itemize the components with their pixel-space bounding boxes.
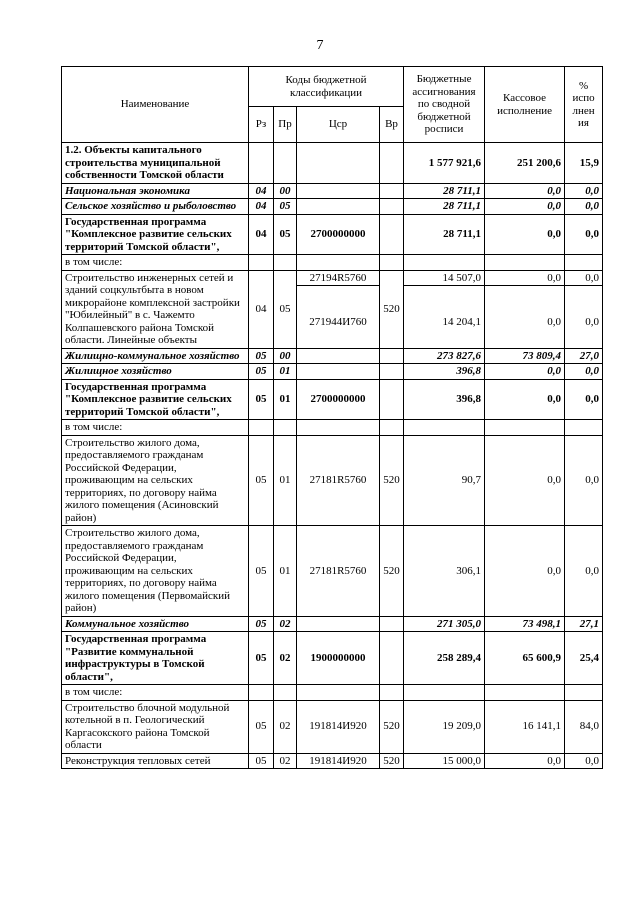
table-row — [62, 616, 603, 632]
row-budget: 258 289,4 — [404, 632, 485, 685]
row-vr — [380, 143, 404, 184]
row-name: Строительство жилого дома, предоставляемого гражданам Российской Федерации, проживающим на сельских территориях, по договору найма жилого помещения (Асиновский район) — [62, 435, 249, 526]
row-name: в том числе: — [62, 420, 249, 436]
table-row — [62, 685, 603, 701]
row-csr — [297, 199, 380, 215]
table-row — [62, 183, 603, 199]
row-pr: 05 — [274, 199, 297, 215]
table-row — [62, 700, 603, 753]
row-name: Жилищное хозяйство — [62, 364, 249, 380]
row-cash: 0,0 — [485, 379, 565, 420]
row-pct: 0,0 — [565, 214, 603, 255]
header-vr: Вр — [380, 107, 404, 143]
row-name: Национальная экономика — [62, 183, 249, 199]
row-rz: 05 — [249, 700, 274, 753]
row-pct: 84,0 — [565, 700, 603, 753]
row-vr — [380, 214, 404, 255]
row-pr: 02 — [274, 632, 297, 685]
row-cash: 73 498,1 — [485, 616, 565, 632]
row-name: Коммунальное хозяйство — [62, 616, 249, 632]
row-pct: 27,1 — [565, 616, 603, 632]
row-vr: 520 — [380, 435, 404, 526]
row-budget: 271 305,0 — [404, 616, 485, 632]
row-csr: 2700000000 — [297, 379, 380, 420]
row-rz: 05 — [249, 435, 274, 526]
row-pr: 00 — [274, 183, 297, 199]
row-csr: 27181R5760 — [297, 435, 380, 526]
row-csr — [297, 183, 380, 199]
row-budget: 396,8 — [404, 364, 485, 380]
table-row — [62, 348, 603, 364]
row-pct: 0,0 — [565, 199, 603, 215]
row-pr: 01 — [274, 379, 297, 420]
row-csr — [297, 616, 380, 632]
table-row — [62, 526, 603, 617]
row-csr: 27194R5760 — [297, 271, 379, 287]
row-vr — [380, 183, 404, 199]
row-name: Строительство блочной модульной котельной в п. Геологический Каргасокского района Томской области — [62, 700, 249, 753]
table-row — [62, 364, 603, 380]
table-row — [62, 255, 603, 271]
row-cash: 0,0 — [485, 364, 565, 380]
row-csr: 271944И760 — [309, 316, 367, 328]
row-rz: 05 — [249, 526, 274, 617]
row-vr — [380, 199, 404, 215]
row-budget: 1 577 921,6 — [404, 143, 485, 184]
row-rz: 04 — [249, 183, 274, 199]
row-budget: 90,7 — [404, 435, 485, 526]
table-row — [62, 199, 603, 215]
row-rz: 05 — [249, 632, 274, 685]
row-name: Строительство жилого дома, предоставляемого гражданам Российской Федерации, проживающим на сельских территориях, по договору найма жилого помещения (Первомайский район) — [62, 526, 249, 617]
row-rz: 05 — [249, 348, 274, 364]
row-vr — [380, 348, 404, 364]
row-cash: 65 600,9 — [485, 632, 565, 685]
row-cash: 0,0 — [547, 316, 562, 328]
budget-table — [61, 66, 603, 769]
row-cash: 0,0 — [485, 435, 565, 526]
row-budget: 396,8 — [404, 379, 485, 420]
row-pr: 05 — [274, 214, 297, 255]
row-csr: 191814И920 — [297, 700, 380, 753]
header-pct: % испо лнен ия — [565, 67, 603, 143]
row-name: Сельское хозяйство и рыболовство — [62, 199, 249, 215]
table-row — [62, 632, 603, 685]
header-pr: Пр — [274, 107, 297, 143]
row-name: Государственная программа "Развитие коммунальной инфраструктуры в Томской области", — [62, 632, 249, 685]
row-pct: 0,0 — [565, 379, 603, 420]
table-row — [62, 753, 603, 769]
row-csr: 2700000000 — [297, 214, 380, 255]
row-vr — [380, 364, 404, 380]
row-name: 1.2. Объекты капитального строительства муниципальной собственности Томской области — [62, 143, 249, 184]
row-rz — [249, 143, 274, 184]
row-rz: 04 — [249, 270, 274, 348]
row-pct: 0,0 — [565, 183, 603, 199]
row-vr — [380, 632, 404, 685]
row-csr — [297, 143, 380, 184]
row-name: в том числе: — [62, 685, 249, 701]
row-name: Строительство инженерных сетей и зданий соцкультбыта в новом микрорайоне комплексной застройки "Юбилейный" в с. Чажемто Колпашевского района Томской области. Линейные объекты — [62, 270, 249, 348]
header-csr: Цср — [297, 107, 380, 143]
row-rz: 05 — [249, 379, 274, 420]
row-vr: 520 — [380, 270, 404, 348]
row-name: Государственная программа "Комплексное развитие сельских территорий Томской области", — [62, 214, 249, 255]
row-pr — [274, 143, 297, 184]
row-pr: 05 — [274, 270, 297, 348]
row-vr — [380, 379, 404, 420]
row-cash: 73 809,4 — [485, 348, 565, 364]
row-pr: 01 — [274, 435, 297, 526]
row-csr — [297, 348, 380, 364]
row-pr: 02 — [274, 616, 297, 632]
row-cash: 0,0 — [485, 183, 565, 199]
table-row — [62, 270, 603, 348]
row-cash: 0,0 — [485, 214, 565, 255]
table-row — [62, 435, 603, 526]
row-name: в том числе: — [62, 255, 249, 271]
row-rz: 04 — [249, 199, 274, 215]
row-budget: 14 507,0 — [404, 271, 484, 287]
row-csr: 191814И920 — [297, 753, 380, 769]
header-budget: Бюджетные ассигнования по сводной бюджетной росписи — [404, 67, 485, 143]
row-cash: 0,0 — [485, 753, 565, 769]
row-vr: 520 — [380, 526, 404, 617]
header-cash: Кассовое исполнение — [485, 67, 565, 143]
row-budget: 19 209,0 — [404, 700, 485, 753]
row-budget: 28 711,1 — [404, 214, 485, 255]
row-cash: 16 141,1 — [485, 700, 565, 753]
row-rz: 05 — [249, 364, 274, 380]
row-vr: 520 — [380, 753, 404, 769]
row-pct: 0,0 — [585, 316, 600, 328]
row-cash: 0,0 — [485, 271, 564, 287]
row-budget: 28 711,1 — [404, 199, 485, 215]
row-pct: 25,4 — [565, 632, 603, 685]
row-pct: 0,0 — [565, 526, 603, 617]
row-budget: 306,1 — [404, 526, 485, 617]
row-rz: 05 — [249, 616, 274, 632]
row-pct: 15,9 — [565, 143, 603, 184]
row-rz: 04 — [249, 214, 274, 255]
row-pct: 0,0 — [565, 271, 602, 287]
row-csr: 27181R5760 — [297, 526, 380, 617]
row-budget: 28 711,1 — [404, 183, 485, 199]
header-rz: Рз — [249, 107, 274, 143]
row-pr: 01 — [274, 526, 297, 617]
row-vr: 520 — [380, 700, 404, 753]
row-cash: 251 200,6 — [485, 143, 565, 184]
row-pct: 27,0 — [565, 348, 603, 364]
row-name: Государственная программа "Комплексное развитие сельских территорий Томской области", — [62, 379, 249, 420]
row-budget: 14 204,1 — [442, 316, 482, 328]
row-pr: 00 — [274, 348, 297, 364]
row-pr: 02 — [274, 753, 297, 769]
table-row — [62, 379, 603, 420]
row-rz: 05 — [249, 753, 274, 769]
row-csr: 1900000000 — [297, 632, 380, 685]
table-row — [62, 420, 603, 436]
header-codes: Коды бюджетной классификации — [249, 67, 404, 107]
row-csr — [297, 364, 380, 380]
row-budget: 273 827,6 — [404, 348, 485, 364]
row-budget: 15 000,0 — [404, 753, 485, 769]
row-cash: 0,0 — [485, 199, 565, 215]
row-name: Реконструкция тепловых сетей — [62, 753, 249, 769]
page-number: 7 — [316, 38, 324, 53]
table-row — [62, 214, 603, 255]
row-pr: 01 — [274, 364, 297, 380]
row-name: Жилищно-коммунальное хозяйство — [62, 348, 249, 364]
table-row — [62, 143, 603, 184]
row-pct: 0,0 — [565, 435, 603, 526]
row-pct: 0,0 — [565, 364, 603, 380]
row-cash: 0,0 — [485, 526, 565, 617]
row-pr: 02 — [274, 700, 297, 753]
header-name: Наименование — [62, 67, 249, 143]
row-vr — [380, 616, 404, 632]
row-pct: 0,0 — [565, 753, 603, 769]
